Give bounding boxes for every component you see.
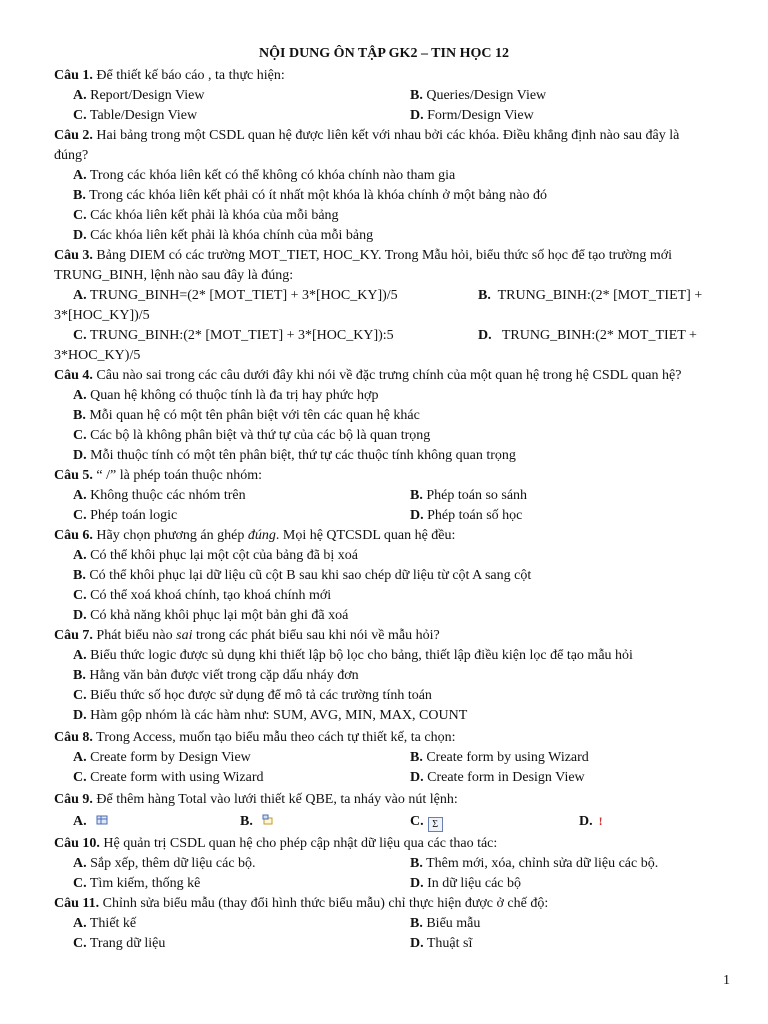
option-2a: A. Trong các khóa liên kết có thể không có khóa chính nào tham gia bbox=[73, 168, 456, 183]
option-8b: B. Create form by using Wizard bbox=[410, 750, 589, 765]
option-10d: D. In dữ liệu các bộ bbox=[410, 876, 522, 891]
option-10a: A. Sắp xếp, thêm dữ liệu các bộ. bbox=[73, 856, 256, 871]
option-1b: B. Queries/Design View bbox=[410, 88, 547, 103]
question-text: Để thiết kế báo cáo , ta thực hiện: bbox=[92, 68, 285, 83]
option-1d: D. Form/Design View bbox=[410, 108, 534, 123]
run-icon: ! bbox=[598, 814, 603, 828]
option-11c: C. Trang dữ liệu bbox=[73, 936, 166, 951]
option-3a: A. TRUNG_BINH=(2* [MOT_TIET] + 3*[HOC_KY])/5 bbox=[73, 288, 398, 303]
option-7d: D. Hàm gộp nhóm là các hàm như: SUM, AVG, MIN, MAX, COUNT bbox=[73, 708, 468, 723]
option-1a: A. Report/Design View bbox=[73, 88, 205, 103]
option-4d: D. Mỗi thuộc tính có một tên phân biệt, thứ tự các thuộc tính không quan trọng bbox=[73, 448, 516, 463]
option-5c: C. Phép toán logic bbox=[73, 508, 178, 523]
option-4b: B. Mỗi quan hệ có một tên phân biệt với tên các quan hệ khác bbox=[73, 408, 420, 423]
option-9c: C. Σ bbox=[410, 812, 470, 832]
option-9d: D. ! bbox=[579, 812, 639, 832]
option-1c: C. Table/Design View bbox=[73, 108, 198, 123]
option-10c: C. Tìm kiếm, thống kê bbox=[73, 876, 201, 891]
option-5d: D. Phép toán số học bbox=[410, 508, 523, 523]
option-4a: A. Quan hệ không có thuộc tính là đa trị hay phức hợp bbox=[73, 388, 379, 403]
option-4c: C. Các bộ là không phân biệt và thứ tự của các bộ là quan trọng bbox=[73, 428, 431, 443]
option-6b: B. Có thể khôi phục lại dữ liệu cũ cột B sau khi sao chép dữ liệu từ cột A sang cột bbox=[73, 568, 532, 583]
question-2: Câu 2. Hai bảng trong một CSDL quan hệ được liên kết với nhau bởi các khóa. Điều khẳng định nào sau đây là bbox=[54, 128, 680, 143]
option-9b: B. bbox=[240, 812, 300, 832]
question-label: Câu 1. bbox=[54, 68, 93, 83]
question-1 bbox=[54, 66, 734, 86]
question-2-cont: đúng? bbox=[54, 148, 89, 163]
page-number: 1 bbox=[723, 973, 730, 988]
question-10: Câu 10. Hệ quản trị CSDL quan hệ cho phép cập nhật dữ liệu qua các thao tác: bbox=[54, 836, 498, 851]
option-11b: B. Biểu mẫu bbox=[410, 916, 481, 931]
question-8: Câu 8. Trong Access, muốn tạo biểu mẫu theo cách tự thiết kế, ta chọn: bbox=[54, 730, 456, 745]
show-table-icon bbox=[262, 814, 274, 826]
table-icon bbox=[96, 814, 108, 826]
option-3d-cont: 3*HOC_KY)/5 bbox=[54, 348, 141, 363]
option-9a: A. bbox=[73, 812, 133, 832]
option-5b: B. Phép toán so sánh bbox=[410, 488, 528, 503]
option-8a: A. Create form by Design View bbox=[73, 750, 251, 765]
option-6c: C. Có thể xoá khoá chính, tạo khoá chính mới bbox=[73, 588, 332, 603]
option-2c: C. Các khóa liên kết phải là khóa của mỗi bảng bbox=[73, 208, 339, 223]
page-title: NỘI DUNG ÔN TẬP GK2 – TIN HỌC 12 bbox=[259, 46, 509, 61]
option-7c: C. Biểu thức số học được sử dụng để mô tả các trường tính toán bbox=[73, 688, 432, 703]
question-3: Câu 3. Bảng DIEM có các trường MOT_TIET, HOC_KY. Trong Mẫu hỏi, biểu thức số học để tạo trường mới bbox=[54, 248, 673, 263]
sigma-icon: Σ bbox=[428, 817, 443, 832]
question-3-cont: TRUNG_BINH, lệnh nào sau đây là đúng: bbox=[54, 268, 294, 283]
option-3c: C. TRUNG_BINH:(2* [MOT_TIET] + 3*[HOC_KY]):5 bbox=[73, 328, 394, 343]
option-2d: D. Các khóa liên kết phải là khóa chính của mỗi bảng bbox=[73, 228, 374, 243]
option-7a: A. Biểu thức logic được sủ dụng khi thiết lập bộ lọc cho bảng, thiết lập điều kiện lọc để tạo mẫu hỏi bbox=[73, 648, 633, 663]
question-11: Câu 11. Chỉnh sửa biểu mẫu (thay đổi hình thức biểu mẫu) chỉ thực hiện được ở chế độ: bbox=[54, 896, 549, 911]
option-10b: B. Thêm mới, xóa, chỉnh sửa dữ liệu các bộ. bbox=[410, 856, 659, 871]
question-7: Câu 7. Phát biểu nào sai trong các phát biểu sau khi nói về mẫu hỏi? bbox=[54, 628, 440, 643]
option-11a: A. Thiết kế bbox=[73, 916, 137, 931]
option-8c: C. Create form with using Wizard bbox=[73, 770, 264, 785]
option-5a: A. Không thuộc các nhóm trên bbox=[73, 488, 246, 503]
option-3b: B. TRUNG_BINH:(2* [MOT_TIET] + bbox=[478, 288, 703, 303]
option-11d: D. Thuật sĩ bbox=[410, 936, 473, 951]
option-6a: A. Có thể khôi phục lại một cột của bảng đã bị xoá bbox=[73, 548, 359, 563]
option-8d: D. Create form in Design View bbox=[410, 770, 585, 785]
option-6d: D. Có khả năng khôi phục lại một bản ghi đã xoá bbox=[73, 608, 349, 623]
question-6: Câu 6. Hãy chọn phương án ghép đúng. Mọi hệ QTCSDL quan hệ đều: bbox=[54, 528, 456, 543]
option-3d: D. TRUNG_BINH:(2* MOT_TIET + bbox=[478, 328, 697, 343]
option-3b-cont: 3*[HOC_KY])/5 bbox=[54, 308, 150, 323]
question-4: Câu 4. Câu nào sai trong các câu dưới đây khi nói về đặc trưng chính của một quan hệ trong hệ CSDL quan hệ? bbox=[54, 368, 682, 383]
option-2b: B. Trong các khóa liên kết phải có ít nhất một khóa là khóa chính ở một bảng nào đó bbox=[73, 188, 547, 203]
question-9: Câu 9. Để thêm hàng Total vào lưới thiết kế QBE, ta nháy vào nút lệnh: bbox=[54, 792, 458, 807]
question-5: Câu 5. “ /” là phép toán thuộc nhóm: bbox=[54, 468, 263, 483]
option-7b: B. Hằng văn bản được viết trong cặp dấu nháy đơn bbox=[73, 668, 359, 683]
